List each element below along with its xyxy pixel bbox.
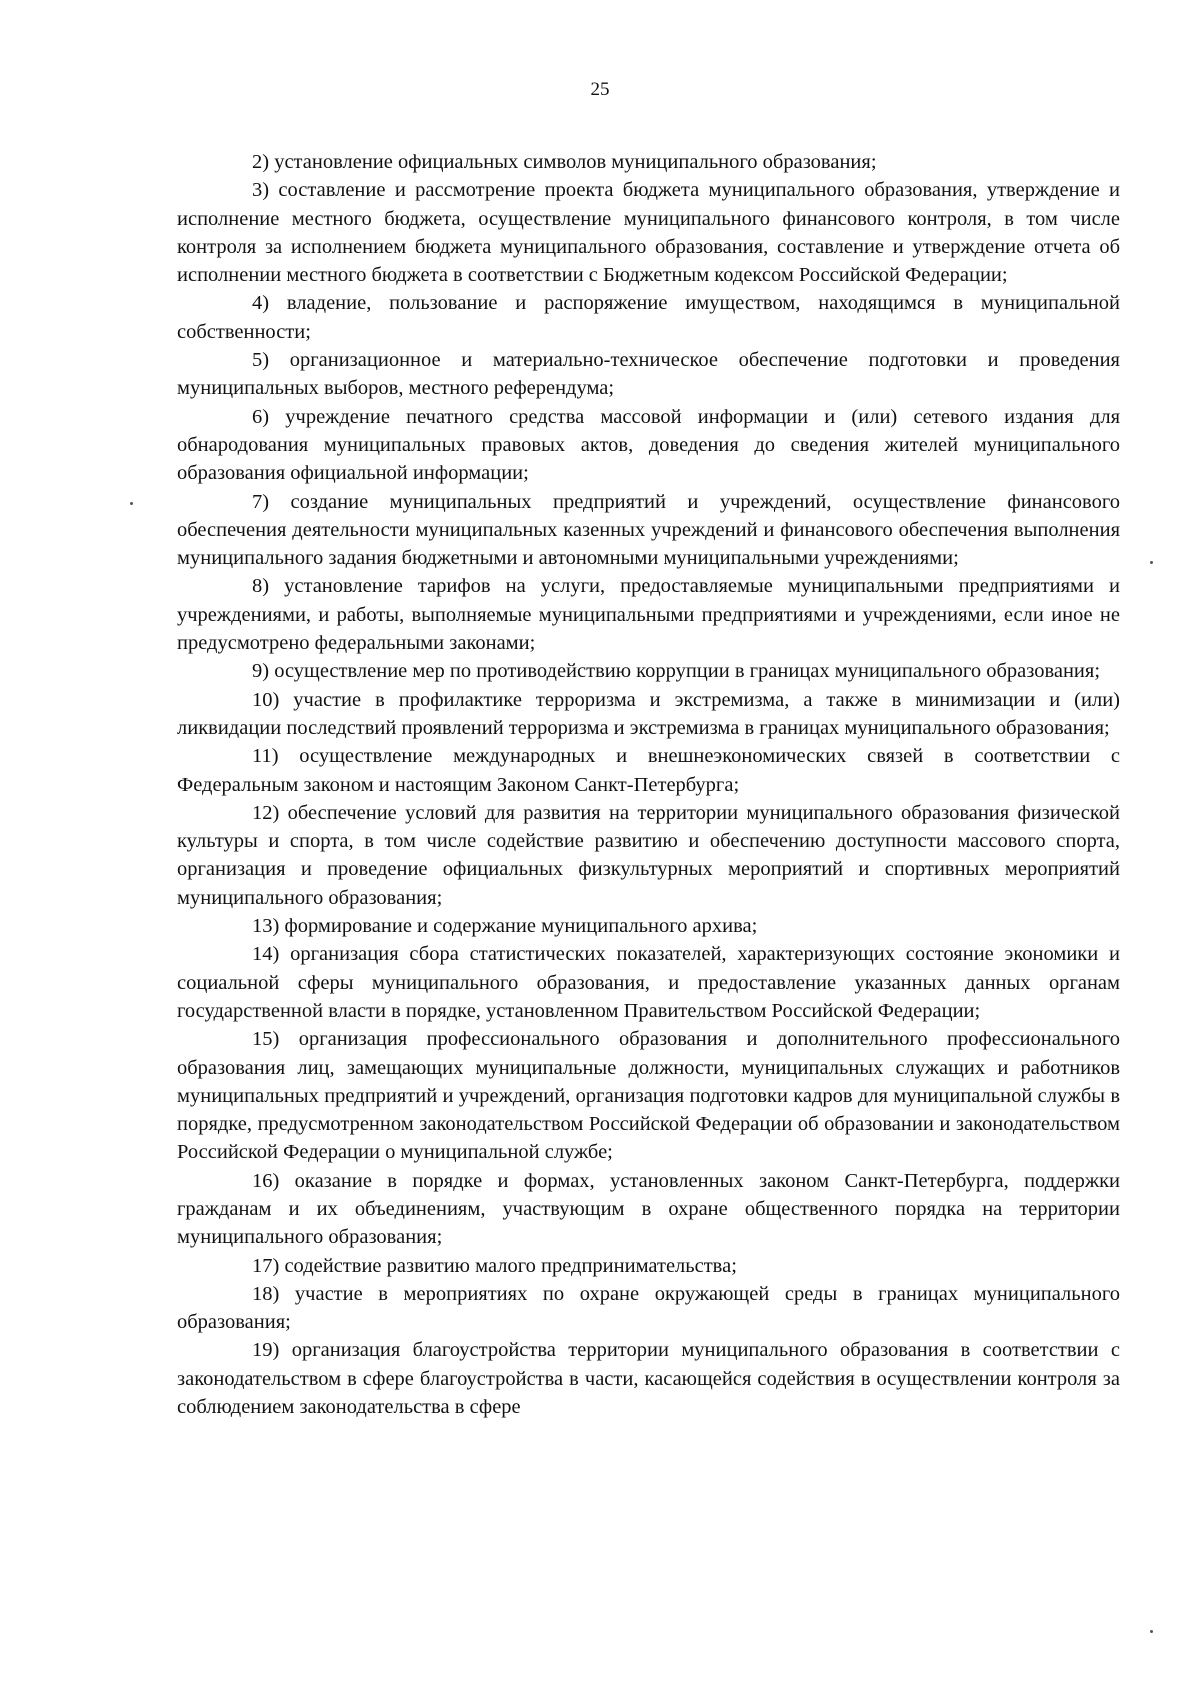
list-item: 4) владение, пользование и распоряжение имуществом, находящимся в муниципальной собственности; <box>177 292 1120 343</box>
list-item: 13) формирование и содержание муниципального архива; <box>252 915 758 938</box>
list-item: 5) организационное и материально-техническое обеспечение подготовки и проведения муниципальных выборов, местного референдума; <box>177 349 1120 400</box>
list-item: 11) осуществление международных и внешнеэкономических связей в соответствии с Федеральным законом и настоящим Законом Санкт-Петербурга; <box>177 745 1120 796</box>
list-item: 15) организация профессионального образования и дополнительного профессионального образования лиц, замещающих муниципальные должности, муниципальных служащих и работников муниципальных предприятий и учреждений, организация подготовки кадров для муниципальной службы в порядке, предусмотренном законодательством Российской Федерации об образовании и законодательством Российской Федерации о муниципальной службе; <box>177 1028 1120 1164</box>
list-item: 3) составление и рассмотрение проекта бюджета муниципального образования, утверждение и исполнение местного бюджета, осуществление муниципального финансового контроля, в том числе контроля за исполнением бюджета муниципального образования, составление и утверждение отчета об исполнении местного бюджета в соответствии с Бюджетным кодексом Российской Федерации; <box>177 179 1120 287</box>
list-item: 12) обеспечение условий для развития на территории муниципального образования физической культуры и спорта, в том числе содействие развитию и обеспечению доступности массового спорта, организация и проведение официальных физкультурных мероприятий и спортивных мероприятий муниципального образования; <box>177 801 1120 909</box>
list-item: 8) установление тарифов на услуги, предоставляемые муниципальными предприятиями и учреждениями, и работы, выполняемые муниципальными предприятиями и учреждениями, если иное не предусмотрено федеральными законами; <box>177 575 1120 655</box>
document-body <box>177 148 1120 1421</box>
list-item: 19) организация благоустройства территории муниципального образования в соответствии с законодательством в сфере благоустройства в части, касающейся содействия в осуществлении контроля за соблюдением законодательства в сфере <box>177 1339 1120 1419</box>
list-item: 10) участие в профилактике терроризма и экстремизма, а также в минимизации и (или) ликвидации последствий проявлений терроризма и экстремизма в границах муниципального образования; <box>177 688 1120 739</box>
scan-speck <box>130 502 133 505</box>
list-item: 16) оказание в порядке и формах, установленных законом Санкт-Петербурга, поддержки гражданам и их объединениям, участвующим в охране общественного порядка на территории муниципального образования; <box>177 1169 1120 1249</box>
list-item: 14) организация сбора статистических показателей, характеризующих состояние экономики и социальной сферы муниципального образования, и предоставление указанных данных органам государственной власти в порядке, установленном Правительством Российской Федерации; <box>177 943 1120 1022</box>
scan-speck <box>1150 1630 1153 1633</box>
list-item: 18) участие в мероприятиях по охране окружающей среды в границах муниципального образования; <box>177 1282 1120 1334</box>
page-number: 25 <box>590 79 610 100</box>
list-item: 6) учреждение печатного средства массовой информации и (или) сетевого издания для обнародования муниципальных правовых актов, доведения до сведения жителей муниципального образования официальной информации; <box>177 405 1120 485</box>
list-item: 2) установление официальных символов муниципального образования; <box>252 151 877 173</box>
list-item: 9) осуществление мер по противодействию коррупции в границах муниципального образования; <box>252 660 1101 683</box>
list-item: 17) содействие развитию малого предпринимательства; <box>252 1254 737 1277</box>
scan-speck <box>1150 561 1153 564</box>
list-item: 7) создание муниципальных предприятий и учреждений, осуществление финансового обеспечения деятельности муниципальных казенных учреждений и финансового обеспечения выполнения муниципального задания бюджетными и автономными муниципальными учреждениями; <box>177 490 1120 570</box>
